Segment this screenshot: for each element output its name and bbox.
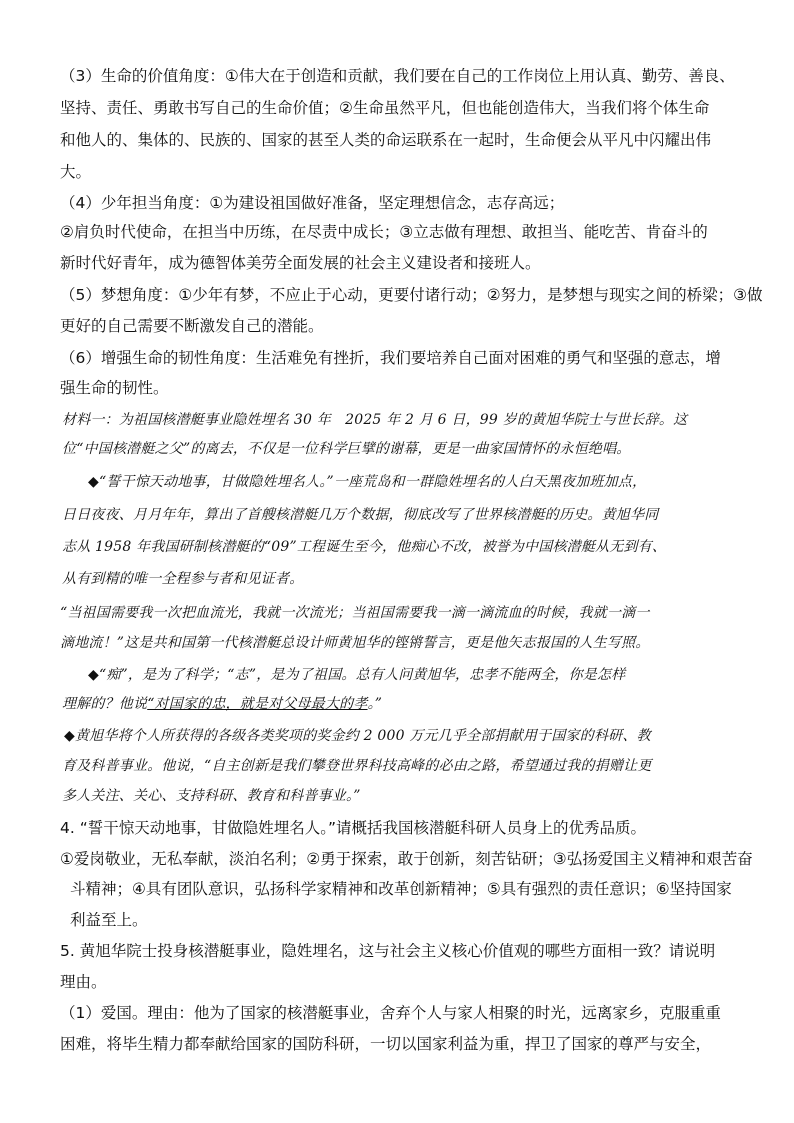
text-line: 和他人的、集体的、民族的、国家的甚至人类的命运联系在一起时，生命便会从平凡中闪耀出伟: [60, 131, 712, 149]
material-line: 志从 1958 年我国研制核潜艇的“09”工程诞生至今，他痴心不改，被誉为中国核潜艇从无到有、: [62, 539, 667, 555]
answer-line: ①爱岗敬业，无私奉献，淡泊名利；②勇于探索，敢于创新，刻苦钻研；③弘扬爱国主义精神和艰苦奋: [60, 850, 753, 868]
text-span: 理解的？他说: [62, 696, 148, 712]
text-line: （5）梦想角度：①少年有梦，不应止于心动，更要付诸行动；②努力，是梦想与现实之间的桥梁；③做: [60, 286, 763, 304]
question-5: 5. 黄旭华院士投身核潜艇事业，隐姓埋名，这与社会主义核心价值观的哪些方面相一致？请说明: [60, 942, 716, 960]
material-line: ◆黄旭华将个人所获得的各级各类奖项的奖金约 2 000 万元几乎全部捐献用于国家的科研、教: [64, 728, 651, 744]
text-line: （4）少年担当角度：①为建设祖国做好准备，坚定理想信念，志存高远；: [60, 194, 565, 212]
material-line: 从有到精的唯一全程参与者和见证者。: [62, 571, 304, 587]
answer-line: 利益至上。: [70, 911, 148, 929]
material-line: 材料一：为祖国核潜艇事业隐姓埋名 30 年 2025 年 2 月 6 日，99 岁的黄旭华院士与世长辞。这: [62, 412, 688, 428]
text-line: 坚持、责任、勇敢书写自己的生命价值；②生命虽然平凡，但也能创造伟大，当我们将个体生命: [60, 99, 710, 117]
material-line: ◆“痴”，是为了科学；“志”，是为了祖国。总有人问黄旭华，忠孝不能两全，你是怎样: [88, 667, 626, 683]
question-4: 4. “誓干惊天动地事，甘做隐姓埋名人。”请概括我国核潜艇科研人员身上的优秀品质。: [60, 819, 647, 837]
material-line: [62, 694, 382, 714]
text-line: （3）生命的价值角度：①伟大在于创造和贡献，我们要在自己的工作岗位上用认真、勤劳、善良、: [60, 67, 735, 85]
material-line: 育及科普事业。他说，“自主创新是我们攀登世界科技高峰的必由之路，希望通过我的捐赠让更: [62, 758, 652, 774]
text-line: 更好的自己需要不断激发自己的潜能。: [60, 317, 324, 335]
material-line: “当祖国需要我一次把血流光，我就一次流光；当祖国需要我一滴一滴流血的时候，我就一滴一: [60, 605, 650, 621]
text-line: 新时代好青年，成为德智体美劳全面发展的社会主义建设者和接班人。: [60, 254, 541, 272]
material-line: 滴地流！”这是共和国第一代核潜艇总设计师黄旭华的铿锵誓言，更是他矢志报国的人生写照。: [60, 635, 650, 651]
text-line: ②肩负时代使命，在担当中历练，在尽责中成长；③立志做有理想、敢担当、能吃苦、肯奋斗的: [60, 223, 708, 241]
text-line: 强生命的韧性。: [60, 379, 169, 397]
answer-line: 困难，将毕生精力都奉献给国家的国防科研，一切以国家利益为重，捍卫了国家的尊严与安全，: [60, 1035, 712, 1053]
text-line: 理由。: [60, 973, 107, 991]
text-line: （6）增强生命的韧性角度：生活难免有挫折，我们要培养自己面对困难的勇气和坚强的意志，增: [60, 349, 721, 367]
text-span: 。”: [367, 696, 383, 712]
material-line: ◆“誓干惊天动地事，甘做隐姓埋名人。”一座荒岛和一群隐姓埋名的人白天黑夜加班加点，: [88, 474, 647, 490]
material-line: 位“中国核潜艇之父”的离去，不仅是一位科学巨擘的谢幕，更是一曲家国情怀的永恒绝唱。: [62, 441, 631, 457]
text-line: 大。: [60, 163, 92, 181]
answer-line: 斗精神；④具有团队意识，弘扬科学家精神和改革创新精神；⑤具有强烈的责任意识；⑥坚持国家: [70, 880, 732, 898]
underlined-quote: “对国家的忠，就是对父母最大的孝: [147, 696, 368, 712]
answer-line: （1）爱国。理由：他为了国家的核潜艇事业，舍弃个人与家人相聚的时光，远离家乡，克服重重: [60, 1004, 721, 1022]
material-line: 日日夜夜、月月年年，算出了首艘核潜艇几万个数据，彻底改写了世界核潜艇的历史。黄旭华同: [62, 507, 659, 523]
material-line: 多人关注、关心、支持科研、教育和科普事业。”: [62, 788, 361, 804]
